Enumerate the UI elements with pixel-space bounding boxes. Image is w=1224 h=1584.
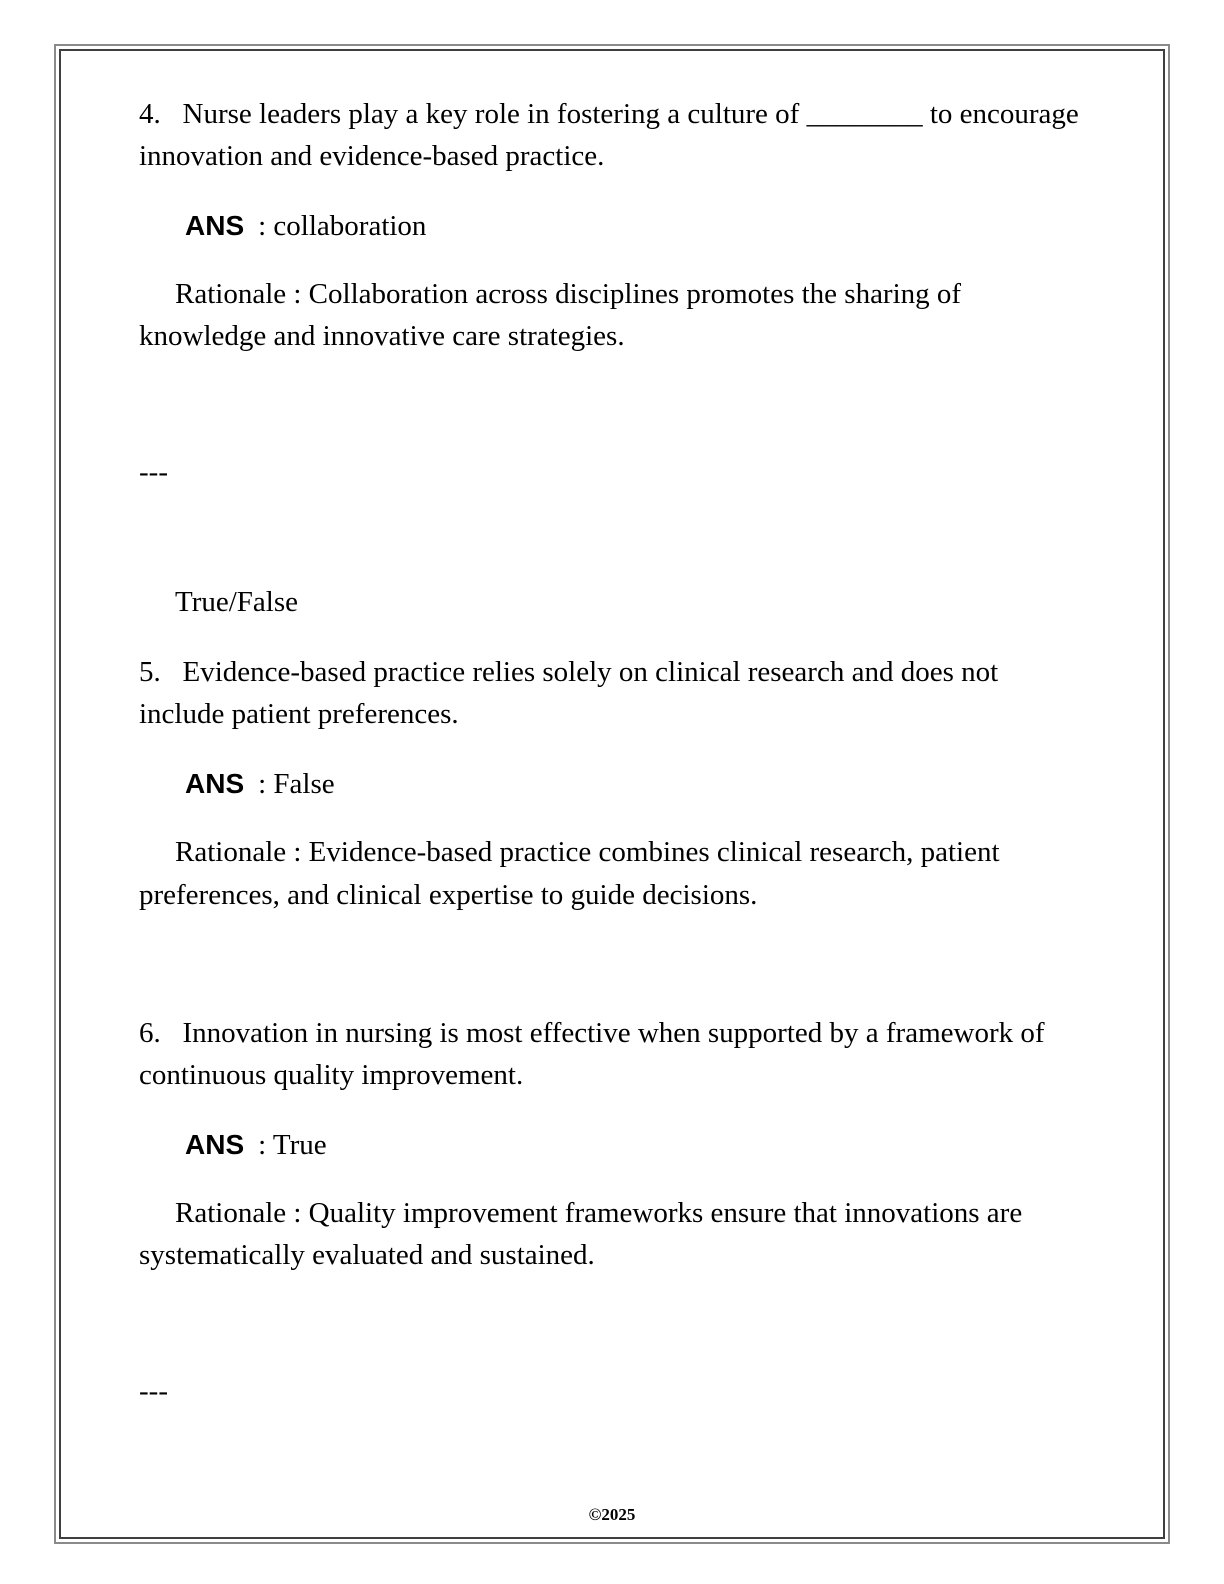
section-separator: --- bbox=[139, 456, 168, 489]
question-4-text: 4. Nurse leaders play a key role in fostering a culture of ________ to encourage innovation and evidence-based practice. bbox=[139, 98, 1087, 173]
section-header-true-false: True/False bbox=[175, 586, 298, 619]
section-separator: --- bbox=[139, 1374, 168, 1407]
question-6-rationale: Rationale : Quality improvement frameworks ensure that innovations are systematically evaluated and sustained. bbox=[139, 1196, 1030, 1271]
answer-value: : False bbox=[258, 768, 335, 801]
document-content bbox=[61, 51, 1163, 1412]
copyright-footer: ©2025 bbox=[588, 1505, 636, 1524]
question-6-text: 6. Innovation in nursing is most effective when supported by a framework of continuous quality improvement. bbox=[139, 1016, 1052, 1091]
answer-label: ANS bbox=[185, 1128, 245, 1160]
question-4-answer-line bbox=[139, 205, 1083, 247]
question-5-rationale: Rationale : Evidence-based practice combines clinical research, patient preferences, and clinical expertise to guide decisions. bbox=[139, 836, 1007, 911]
page-border-inner bbox=[59, 49, 1165, 1539]
question-4-rationale: Rationale : Collaboration across disciplines promotes the sharing of knowledge and innovative care strategies. bbox=[139, 278, 969, 353]
answer-value: : collaboration bbox=[258, 210, 427, 243]
answer-value: : True bbox=[258, 1128, 327, 1161]
answer-label: ANS bbox=[185, 768, 245, 800]
answer-label: ANS bbox=[185, 210, 245, 242]
question-5-answer-line bbox=[139, 763, 1083, 805]
page-border-frame bbox=[54, 44, 1170, 1544]
question-5-text: 5. Evidence-based practice relies solely on clinical research and does not include patient preferences. bbox=[139, 656, 1006, 731]
question-6-answer-line bbox=[139, 1124, 1083, 1166]
